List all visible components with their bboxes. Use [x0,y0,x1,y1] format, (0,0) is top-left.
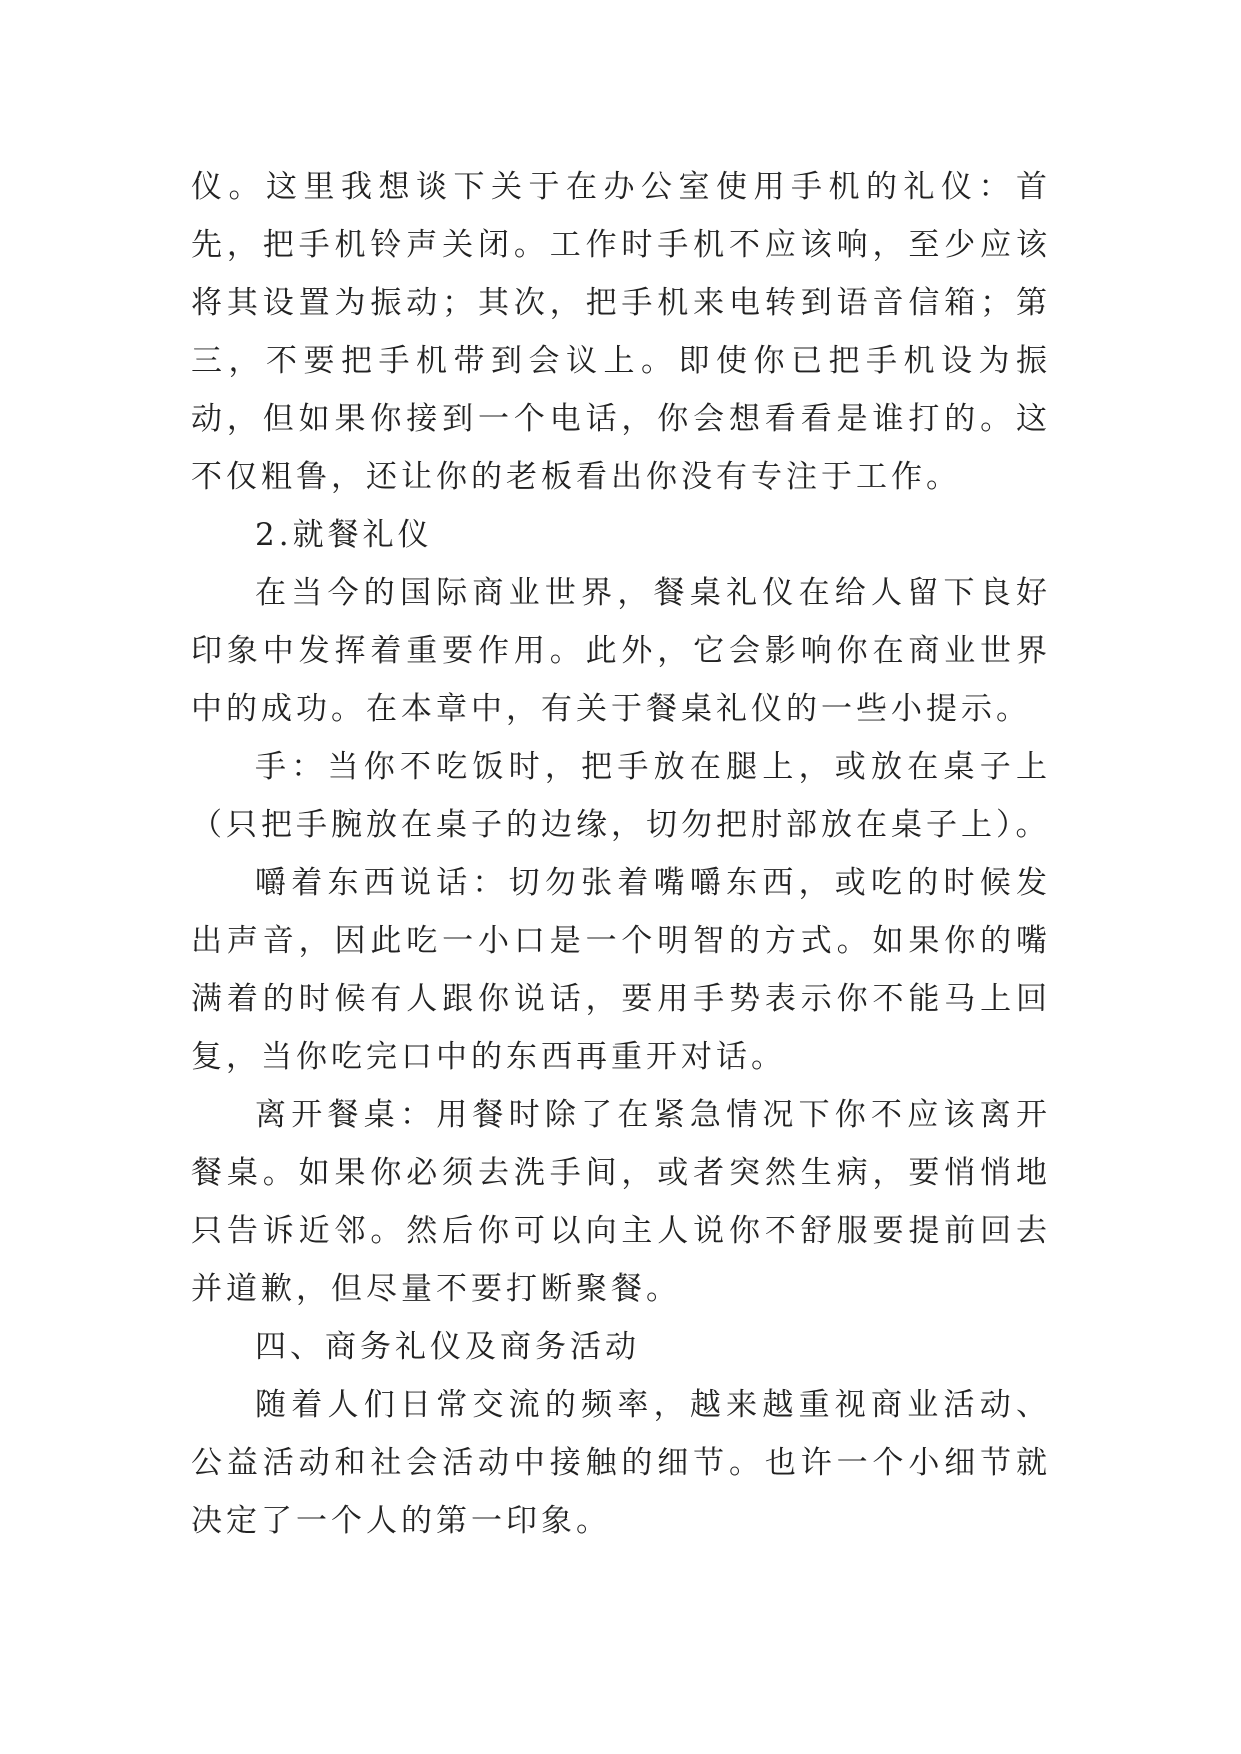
heading-business-activities: 四、商务礼仪及商务活动 [255,1329,640,1365]
paragraph-chewing: 嚼着东西说话：切勿张着嘴嚼东西，或吃的时候发出声音，因此吃一小口是一个明智的方式。如果你的嘴满着的时候有人跟你说话，要用手势表示你不能马上回复，当你吃完口中的东西再重开对话。 [191,865,1051,1075]
paragraph-business-activities: 随着人们日常交流的频率，越来越重视商业活动、公益活动和社会活动中接触的细节。也许一个小细节就决定了一个人的第一印象。 [191,1387,1051,1539]
paragraph-leaving-table: 离开餐桌：用餐时除了在紧急情况下你不应该离开餐桌。如果你必须去洗手间，或者突然生病，要悄悄地只告诉近邻。然后你可以向主人说你不舒服要提前回去并道歉，但尽量不要打断聚餐。 [191,1097,1051,1307]
paragraph-phone-etiquette-continued: 仪。这里我想谈下关于在办公室使用手机的礼仪：首先，把手机铃声关闭。工作时手机不应该响，至少应该将其设置为振动；其次，把手机来电转到语音信箱；第三，不要把手机带到会议上。即使你已把手机设为振动，但如果你接到一个电话，你会想看看是谁打的。这不仅粗鲁，还让你的老板看出你没有专注于工作。 [191,169,1051,495]
paragraph-hands: 手：当你不吃饭时，把手放在腿上，或放在桌子上（只把手腕放在桌子的边缘，切勿把肘部放在桌子上）。 [191,749,1051,843]
paragraph-dining-intro: 在当今的国际商业世界，餐桌礼仪在给人留下良好印象中发挥着重要作用。此外，它会影响你在商业世界中的成功。在本章中，有关于餐桌礼仪的一些小提示。 [191,575,1051,727]
heading-dining-etiquette: 2.就餐礼仪 [255,517,433,553]
document-body [191,158,1051,1550]
